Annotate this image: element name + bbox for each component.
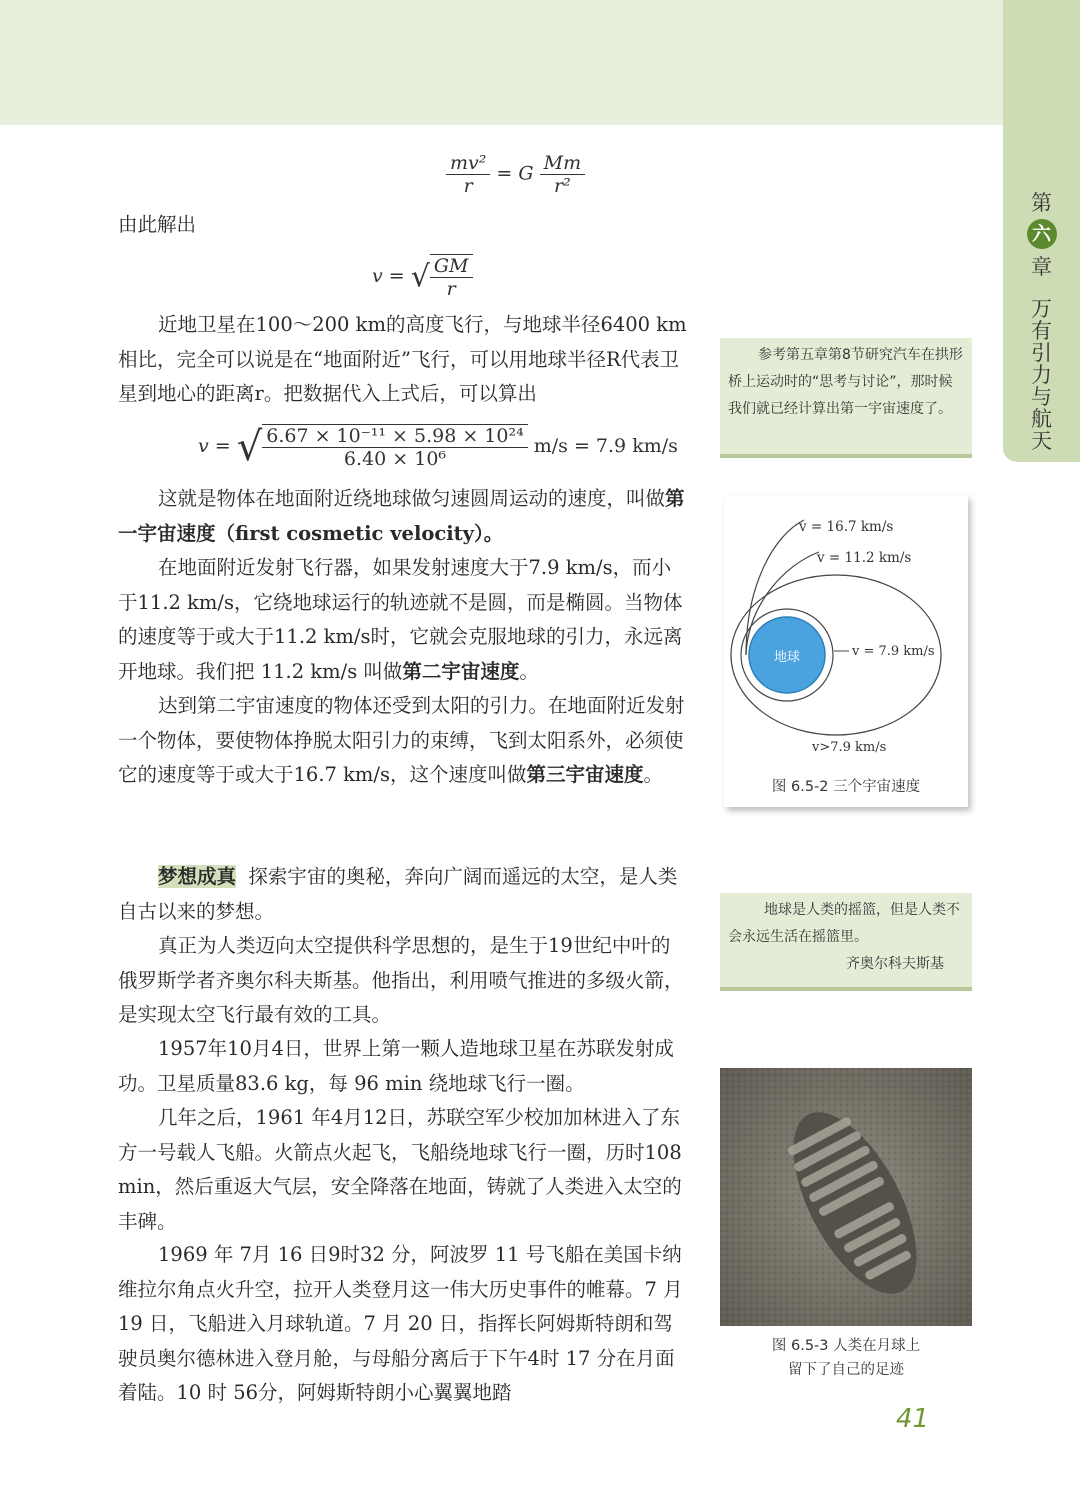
quote-author: 齐奥尔科夫斯基 bbox=[846, 956, 944, 972]
formula-first-cosmic-velocity: v = √ $\frac{GM}{r}$ bbox=[372, 254, 473, 300]
photo-caption: 图 6.5-3 人类在月球上 留下了自己的足迹 bbox=[771, 1338, 921, 1378]
chapter-suffix: 章 bbox=[1031, 255, 1052, 279]
paragraph-4: 达到第二宇宙速度的物体还受到太阳的引力。在地面附近发射一个物体，要使物体挣脱太阳引力的束缚，飞到太阳系外，必须使它的速度等于或大于16.7 km/s，这个速度叫做第三宇宙速度。 bbox=[118, 694, 685, 786]
chapter-title-char: 万 bbox=[1031, 297, 1052, 321]
top-header-band bbox=[0, 0, 1005, 125]
label-v-greater: v>7.9 km/s bbox=[812, 740, 887, 755]
chapter-title-char: 引 bbox=[1031, 341, 1052, 365]
paragraph-9: 1969 年 7月 16 日9时32 分，阿波罗 11 号飞船在美国卡纳维拉尔角点火升空，拉开人类登月这一伟大历史事件的帷幕。7 月 19 日，飞船进入月球轨道。7 月 20 日，指挥长阿姆斯特朗和驾驶员奥尔德林进入登月舱，与母船分离后于下午4时 17 分在月面着陆。10 时 56分，阿姆斯特朗小心翼翼地踏 bbox=[118, 1243, 683, 1404]
moon-surface-image bbox=[720, 1068, 972, 1326]
label-v2: v = 11.2 km/s bbox=[817, 550, 912, 566]
label-v3: v = 16.7 km/s bbox=[799, 519, 894, 535]
section-title-dream: 梦想成真 bbox=[158, 865, 237, 888]
side-note-reference: 参考第五章第8节研究汽车在拱形桥上运动时的“思考与讨论”，那时候我们就已经计算出第一宇宙速度了。 bbox=[720, 338, 972, 458]
formula-gravity-centripetal: $\frac{\text{mv²}}{r}$ = G $\frac{Mm}{\text{r²}}$ bbox=[446, 152, 585, 197]
figure-caption: 图 6.5-2 三个宇宙速度 bbox=[771, 779, 921, 795]
chapter-title-char: 有 bbox=[1031, 319, 1052, 343]
paragraph-7: 1957年10月4日，世界上第一颗人造地球卫星在苏联发射成功。卫星质量83.6 kg，每 96 min 绕地球飞行一圈。 bbox=[118, 1037, 674, 1095]
paragraph-3: 在地面附近发射飞行器，如果发射速度大于7.9 km/s，而小于11.2 km/s，它绕地球运行的轨迹就不是圆，而是椭圆。当物体的速度等于或大于11.2 km/s时，它就会克服地球的引力，永远离开地球。我们把 11.2 km/s 叫做第二宇宙速度。 bbox=[118, 556, 683, 683]
footprint-photo bbox=[720, 1068, 972, 1326]
paragraph-5: 梦想成真 探索宇宙的奥秘，奔向广阔而遥远的太空，是人类自古以来的梦想。 bbox=[118, 865, 678, 923]
chapter-number-badge: 六 bbox=[1027, 219, 1057, 249]
paragraph-6: 真正为人类迈向太空提供科学思想的，是生于19世纪中叶的俄罗斯学者齐奥尔科夫斯基。他指出，利用喷气推进的多级火箭，是实现太空飞行最有效的工具。 bbox=[118, 934, 684, 1026]
side-note-quote bbox=[720, 893, 972, 991]
chapter-title-char: 航 bbox=[1031, 407, 1052, 431]
figure-cosmic-velocities bbox=[724, 495, 968, 807]
label-v1: v = 7.9 km/s bbox=[852, 644, 935, 659]
orbit-diagram bbox=[724, 495, 968, 807]
term-first-cosmic-velocity: 第一宇宙速度 bbox=[118, 487, 685, 545]
chapter-prefix: 第 bbox=[1031, 191, 1052, 215]
paragraph-2: 这就是物体在地面附近绕地球做匀速圆周运动的速度，叫做第一宇宙速度（first cosmetic velocity）。 bbox=[118, 487, 685, 545]
term-second-cosmic-velocity: 第二宇宙速度 bbox=[402, 659, 520, 683]
formula-numeric-calculation: v = √ $\frac{\text{6.67 × 10⁻¹¹ × 5.98 × 10²⁴}}{\text{6.40 × 10⁶}}$ m/s = 7.9 km/s bbox=[198, 424, 678, 470]
paragraph-8: 几年之后，1961 年4月12日，苏联空军少校加加林进入了东方一号载人飞船。火箭点火起飞，飞船绕地球飞行一圈，历时108 min，然后重返大气层，安全降落在地面，铸就了人类进入太空的丰碑。 bbox=[118, 1106, 682, 1233]
page-number: 41 bbox=[896, 1404, 930, 1434]
paragraph-1: 近地卫星在100～200 km的高度飞行，与地球半径6400 km相比，完全可以说是在“地面附近”飞行，可以用地球半径R代表卫星到地心的距离r。把数据代入上式后，可以算出 bbox=[118, 313, 687, 405]
chapter-tab bbox=[1003, 0, 1080, 462]
term-third-cosmic-velocity: 第三宇宙速度 bbox=[526, 763, 644, 786]
chapter-title-char: 与 bbox=[1031, 385, 1052, 409]
chapter-title-char: 天 bbox=[1031, 429, 1052, 453]
earth-label: 地球 bbox=[773, 650, 801, 665]
chapter-title-char: 力 bbox=[1031, 363, 1052, 387]
quote-text: 地球是人类的摇篮，但是人类不会永远生活在摇篮里。 bbox=[728, 902, 960, 945]
text-solve: 由此解出 bbox=[118, 213, 197, 236]
